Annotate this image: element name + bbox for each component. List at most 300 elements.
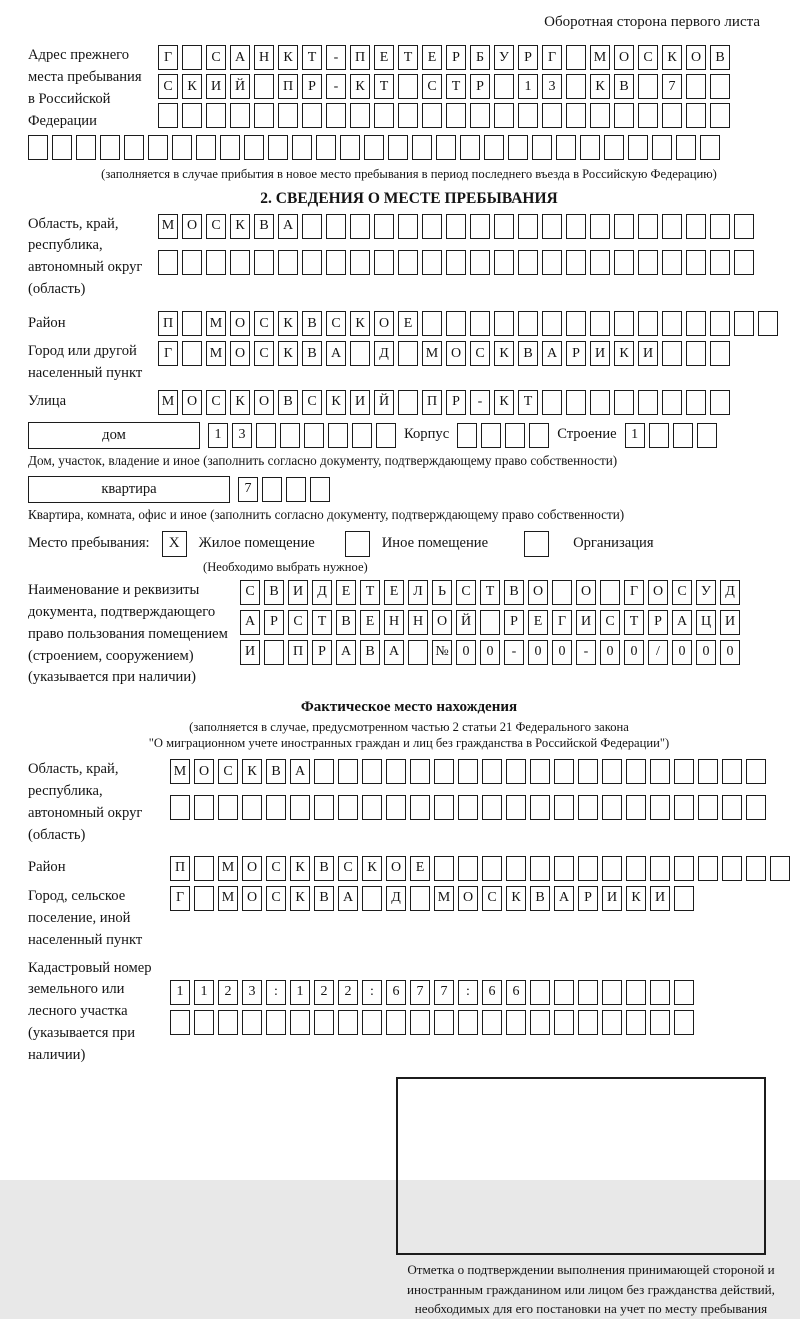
char-cell[interactable] xyxy=(100,135,120,160)
char-cell[interactable]: К xyxy=(350,311,370,336)
char-cell[interactable]: 0 xyxy=(528,640,548,665)
char-cell[interactable]: И xyxy=(602,886,622,911)
char-cell[interactable]: 1 xyxy=(170,980,190,1005)
char-cell[interactable] xyxy=(710,311,730,336)
char-cell[interactable] xyxy=(434,1010,454,1035)
char-cell[interactable]: № xyxy=(432,640,452,665)
char-cell[interactable] xyxy=(542,214,562,239)
char-cell[interactable] xyxy=(350,103,370,128)
char-cell[interactable] xyxy=(649,423,669,448)
char-cell[interactable]: А xyxy=(278,214,298,239)
char-cell[interactable] xyxy=(566,103,586,128)
char-cell[interactable] xyxy=(650,759,670,784)
char-cell[interactable]: М xyxy=(206,341,226,366)
char-cell[interactable] xyxy=(316,135,336,160)
char-cell[interactable]: 7 xyxy=(410,980,430,1005)
char-cell[interactable] xyxy=(470,214,490,239)
char-cell[interactable] xyxy=(170,1010,190,1035)
char-cell[interactable]: О xyxy=(458,886,478,911)
char-cell[interactable] xyxy=(686,214,706,239)
char-cell[interactable] xyxy=(674,856,694,881)
char-cell[interactable] xyxy=(230,103,250,128)
char-cell[interactable] xyxy=(532,135,552,160)
char-cell[interactable] xyxy=(686,390,706,415)
char-cell[interactable]: 6 xyxy=(482,980,502,1005)
char-cell[interactable]: Е xyxy=(422,45,442,70)
char-cell[interactable]: 0 xyxy=(696,640,716,665)
char-cell[interactable] xyxy=(578,1010,598,1035)
char-cell[interactable]: С xyxy=(254,341,274,366)
char-cell[interactable] xyxy=(278,250,298,275)
char-cell[interactable] xyxy=(518,250,538,275)
char-cell[interactable] xyxy=(554,759,574,784)
char-cell[interactable] xyxy=(578,980,598,1005)
char-cell[interactable]: Б xyxy=(470,45,490,70)
char-cell[interactable] xyxy=(374,250,394,275)
char-cell[interactable]: 2 xyxy=(314,980,334,1005)
char-cell[interactable] xyxy=(386,1010,406,1035)
char-cell[interactable]: К xyxy=(614,341,634,366)
char-cell[interactable] xyxy=(374,103,394,128)
char-cell[interactable]: М xyxy=(158,390,178,415)
char-cell[interactable]: О xyxy=(576,580,596,605)
char-cell[interactable] xyxy=(494,250,514,275)
char-cell[interactable] xyxy=(710,250,730,275)
char-cell[interactable]: 7 xyxy=(434,980,454,1005)
char-cell[interactable] xyxy=(505,423,525,448)
char-cell[interactable] xyxy=(340,135,360,160)
char-cell[interactable] xyxy=(662,311,682,336)
char-cell[interactable]: О xyxy=(432,610,452,635)
char-cell[interactable] xyxy=(398,103,418,128)
char-cell[interactable]: Н xyxy=(254,45,274,70)
char-cell[interactable] xyxy=(722,795,742,820)
char-cell[interactable]: Р xyxy=(446,390,466,415)
char-cell[interactable] xyxy=(194,886,214,911)
char-cell[interactable] xyxy=(398,214,418,239)
char-cell[interactable] xyxy=(518,311,538,336)
char-cell[interactable] xyxy=(254,74,274,99)
char-cell[interactable] xyxy=(254,103,274,128)
char-cell[interactable]: М xyxy=(590,45,610,70)
char-cell[interactable]: А xyxy=(326,341,346,366)
char-cell[interactable]: В xyxy=(254,214,274,239)
char-cell[interactable]: И xyxy=(650,886,670,911)
char-cell[interactable]: О xyxy=(182,214,202,239)
char-cell[interactable] xyxy=(362,759,382,784)
char-cell[interactable] xyxy=(590,214,610,239)
char-cell[interactable] xyxy=(280,423,300,448)
char-cell[interactable]: Г xyxy=(158,341,178,366)
char-cell[interactable] xyxy=(422,214,442,239)
char-cell[interactable]: И xyxy=(720,610,740,635)
char-cell[interactable] xyxy=(194,795,214,820)
char-cell[interactable] xyxy=(734,311,754,336)
char-cell[interactable]: П xyxy=(288,640,308,665)
char-cell[interactable] xyxy=(480,610,500,635)
char-cell[interactable]: А xyxy=(384,640,404,665)
char-cell[interactable]: Г xyxy=(170,886,190,911)
char-cell[interactable] xyxy=(686,103,706,128)
char-cell[interactable]: Р xyxy=(470,74,490,99)
char-cell[interactable]: С xyxy=(240,580,260,605)
char-cell[interactable] xyxy=(542,311,562,336)
char-cell[interactable] xyxy=(196,135,216,160)
char-cell[interactable]: Р xyxy=(518,45,538,70)
char-cell[interactable] xyxy=(566,390,586,415)
char-cell[interactable]: У xyxy=(494,45,514,70)
char-cell[interactable]: Д xyxy=(386,886,406,911)
char-cell[interactable] xyxy=(230,250,250,275)
char-cell[interactable]: Д xyxy=(374,341,394,366)
char-cell[interactable]: К xyxy=(506,886,526,911)
char-cell[interactable]: С xyxy=(600,610,620,635)
char-cell[interactable] xyxy=(158,250,178,275)
char-cell[interactable]: 3 xyxy=(542,74,562,99)
char-cell[interactable] xyxy=(172,135,192,160)
char-cell[interactable]: - xyxy=(576,640,596,665)
char-cell[interactable]: В xyxy=(710,45,730,70)
char-cell[interactable] xyxy=(434,795,454,820)
char-cell[interactable]: К xyxy=(494,390,514,415)
char-cell[interactable]: Е xyxy=(398,311,418,336)
char-cell[interactable] xyxy=(652,135,672,160)
char-cell[interactable] xyxy=(362,1010,382,1035)
char-cell[interactable] xyxy=(770,856,790,881)
char-cell[interactable]: Д xyxy=(720,580,740,605)
char-cell[interactable] xyxy=(602,856,622,881)
char-cell[interactable]: К xyxy=(230,214,250,239)
char-cell[interactable] xyxy=(242,795,262,820)
char-cell[interactable]: К xyxy=(182,74,202,99)
char-cell[interactable]: С xyxy=(672,580,692,605)
char-cell[interactable] xyxy=(529,423,549,448)
char-cell[interactable] xyxy=(206,250,226,275)
char-cell[interactable]: Й xyxy=(230,74,250,99)
char-cell[interactable]: А xyxy=(338,886,358,911)
char-cell[interactable]: М xyxy=(218,856,238,881)
char-cell[interactable] xyxy=(674,980,694,1005)
char-cell[interactable]: 1 xyxy=(194,980,214,1005)
char-cell[interactable] xyxy=(422,250,442,275)
char-cell[interactable] xyxy=(566,250,586,275)
char-cell[interactable]: С xyxy=(482,886,502,911)
char-cell[interactable] xyxy=(674,1010,694,1035)
char-cell[interactable] xyxy=(628,135,648,160)
char-cell[interactable] xyxy=(662,250,682,275)
char-cell[interactable] xyxy=(410,759,430,784)
char-cell[interactable] xyxy=(626,980,646,1005)
char-cell[interactable]: Т xyxy=(624,610,644,635)
char-cell[interactable]: С xyxy=(326,311,346,336)
char-cell[interactable]: 1 xyxy=(290,980,310,1005)
char-cell[interactable] xyxy=(398,250,418,275)
char-cell[interactable]: О xyxy=(614,45,634,70)
char-cell[interactable]: А xyxy=(554,886,574,911)
char-cell[interactable]: П xyxy=(158,311,178,336)
char-cell[interactable]: И xyxy=(240,640,260,665)
char-cell[interactable] xyxy=(244,135,264,160)
char-cell[interactable] xyxy=(614,390,634,415)
char-cell[interactable] xyxy=(434,856,454,881)
char-cell[interactable]: Т xyxy=(446,74,466,99)
char-cell[interactable] xyxy=(266,795,286,820)
char-cell[interactable] xyxy=(734,250,754,275)
char-cell[interactable]: 2 xyxy=(338,980,358,1005)
char-cell[interactable]: Т xyxy=(312,610,332,635)
char-cell[interactable] xyxy=(314,795,334,820)
char-cell[interactable]: : xyxy=(266,980,286,1005)
char-cell[interactable] xyxy=(638,390,658,415)
char-cell[interactable]: 1 xyxy=(208,423,228,448)
char-cell[interactable] xyxy=(580,135,600,160)
char-cell[interactable] xyxy=(600,580,620,605)
char-cell[interactable]: С xyxy=(338,856,358,881)
char-cell[interactable] xyxy=(566,214,586,239)
char-cell[interactable]: Т xyxy=(360,580,380,605)
char-cell[interactable]: С xyxy=(470,341,490,366)
char-cell[interactable]: В xyxy=(302,341,322,366)
char-cell[interactable] xyxy=(506,759,526,784)
char-cell[interactable]: К xyxy=(290,886,310,911)
char-cell[interactable] xyxy=(590,390,610,415)
char-cell[interactable]: С xyxy=(266,856,286,881)
char-cell[interactable]: Ь xyxy=(432,580,452,605)
char-cell[interactable] xyxy=(578,795,598,820)
char-cell[interactable]: А xyxy=(672,610,692,635)
char-cell[interactable] xyxy=(662,214,682,239)
char-cell[interactable]: В xyxy=(360,640,380,665)
char-cell[interactable] xyxy=(542,390,562,415)
char-cell[interactable] xyxy=(446,250,466,275)
char-cell[interactable] xyxy=(338,795,358,820)
char-cell[interactable]: К xyxy=(362,856,382,881)
char-cell[interactable]: Р xyxy=(648,610,668,635)
char-cell[interactable]: П xyxy=(170,856,190,881)
char-cell[interactable] xyxy=(556,135,576,160)
char-cell[interactable]: Е xyxy=(374,45,394,70)
char-cell[interactable] xyxy=(326,214,346,239)
char-cell[interactable]: М xyxy=(170,759,190,784)
char-cell[interactable] xyxy=(614,311,634,336)
char-cell[interactable] xyxy=(460,135,480,160)
char-cell[interactable] xyxy=(182,45,202,70)
char-cell[interactable] xyxy=(530,980,550,1005)
char-cell[interactable] xyxy=(182,103,202,128)
char-cell[interactable] xyxy=(458,759,478,784)
char-cell[interactable] xyxy=(376,423,396,448)
char-cell[interactable] xyxy=(194,856,214,881)
char-cell[interactable] xyxy=(446,103,466,128)
char-cell[interactable] xyxy=(602,795,622,820)
char-cell[interactable] xyxy=(422,311,442,336)
char-cell[interactable] xyxy=(218,1010,238,1035)
char-cell[interactable] xyxy=(674,795,694,820)
char-cell[interactable] xyxy=(362,886,382,911)
char-cell[interactable] xyxy=(494,311,514,336)
char-cell[interactable] xyxy=(364,135,384,160)
char-cell[interactable] xyxy=(182,311,202,336)
char-cell[interactable] xyxy=(710,103,730,128)
char-cell[interactable] xyxy=(662,103,682,128)
char-cell[interactable] xyxy=(602,1010,622,1035)
char-cell[interactable]: Й xyxy=(456,610,476,635)
char-cell[interactable] xyxy=(542,250,562,275)
char-cell[interactable]: О xyxy=(386,856,406,881)
char-cell[interactable] xyxy=(470,311,490,336)
char-cell[interactable]: О xyxy=(242,886,262,911)
char-cell[interactable]: - xyxy=(470,390,490,415)
char-cell[interactable] xyxy=(698,795,718,820)
char-cell[interactable]: Т xyxy=(374,74,394,99)
char-cell[interactable] xyxy=(338,759,358,784)
char-cell[interactable] xyxy=(302,214,322,239)
char-cell[interactable] xyxy=(650,795,670,820)
char-cell[interactable] xyxy=(662,341,682,366)
char-cell[interactable]: Р xyxy=(566,341,586,366)
char-cell[interactable] xyxy=(494,214,514,239)
char-cell[interactable] xyxy=(722,759,742,784)
char-cell[interactable] xyxy=(697,423,717,448)
char-cell[interactable] xyxy=(554,856,574,881)
char-cell[interactable] xyxy=(602,980,622,1005)
char-cell[interactable] xyxy=(542,103,562,128)
char-cell[interactable] xyxy=(422,103,442,128)
checkbox-other-premises[interactable] xyxy=(345,531,370,557)
char-cell[interactable] xyxy=(436,135,456,160)
char-cell[interactable]: Е xyxy=(410,856,430,881)
char-cell[interactable] xyxy=(408,640,428,665)
char-cell[interactable] xyxy=(710,390,730,415)
char-cell[interactable]: К xyxy=(242,759,262,784)
char-cell[interactable]: К xyxy=(626,886,646,911)
char-cell[interactable]: С xyxy=(266,886,286,911)
char-cell[interactable]: О xyxy=(446,341,466,366)
char-cell[interactable]: Е xyxy=(360,610,380,635)
char-cell[interactable] xyxy=(314,759,334,784)
char-cell[interactable]: Г xyxy=(158,45,178,70)
char-cell[interactable] xyxy=(328,423,348,448)
char-cell[interactable] xyxy=(614,214,634,239)
char-cell[interactable] xyxy=(326,250,346,275)
char-cell[interactable]: С xyxy=(302,390,322,415)
char-cell[interactable] xyxy=(398,390,418,415)
char-cell[interactable]: В xyxy=(614,74,634,99)
char-cell[interactable]: В xyxy=(518,341,538,366)
char-cell[interactable] xyxy=(482,759,502,784)
char-cell[interactable]: О xyxy=(528,580,548,605)
char-cell[interactable]: Н xyxy=(408,610,428,635)
char-cell[interactable]: 0 xyxy=(456,640,476,665)
char-cell[interactable] xyxy=(458,795,478,820)
char-cell[interactable]: - xyxy=(504,640,524,665)
char-cell[interactable]: Т xyxy=(480,580,500,605)
char-cell[interactable]: 6 xyxy=(386,980,406,1005)
char-cell[interactable]: Р xyxy=(264,610,284,635)
char-cell[interactable]: 1 xyxy=(625,423,645,448)
char-cell[interactable]: А xyxy=(240,610,260,635)
char-cell[interactable] xyxy=(457,423,477,448)
char-cell[interactable] xyxy=(446,214,466,239)
char-cell[interactable]: Й xyxy=(374,390,394,415)
char-cell[interactable]: В xyxy=(266,759,286,784)
char-cell[interactable] xyxy=(470,103,490,128)
char-cell[interactable] xyxy=(734,214,754,239)
char-cell[interactable]: С xyxy=(254,311,274,336)
char-cell[interactable] xyxy=(506,795,526,820)
char-cell[interactable] xyxy=(552,580,572,605)
char-cell[interactable]: М xyxy=(206,311,226,336)
apartment-type-box[interactable]: квартира xyxy=(28,476,230,503)
char-cell[interactable]: 3 xyxy=(242,980,262,1005)
char-cell[interactable] xyxy=(530,1010,550,1035)
char-cell[interactable]: Р xyxy=(312,640,332,665)
char-cell[interactable] xyxy=(290,1010,310,1035)
char-cell[interactable] xyxy=(674,886,694,911)
char-cell[interactable]: К xyxy=(278,45,298,70)
char-cell[interactable] xyxy=(746,795,766,820)
char-cell[interactable] xyxy=(218,795,238,820)
char-cell[interactable]: А xyxy=(336,640,356,665)
char-cell[interactable] xyxy=(566,45,586,70)
char-cell[interactable]: П xyxy=(350,45,370,70)
char-cell[interactable]: 0 xyxy=(672,640,692,665)
char-cell[interactable] xyxy=(508,135,528,160)
char-cell[interactable] xyxy=(386,759,406,784)
char-cell[interactable] xyxy=(626,795,646,820)
char-cell[interactable]: - xyxy=(326,74,346,99)
char-cell[interactable]: Ц xyxy=(696,610,716,635)
char-cell[interactable]: 0 xyxy=(624,640,644,665)
char-cell[interactable]: О xyxy=(374,311,394,336)
char-cell[interactable] xyxy=(350,214,370,239)
char-cell[interactable] xyxy=(578,856,598,881)
char-cell[interactable] xyxy=(446,311,466,336)
char-cell[interactable] xyxy=(746,856,766,881)
char-cell[interactable] xyxy=(566,74,586,99)
char-cell[interactable] xyxy=(650,1010,670,1035)
char-cell[interactable] xyxy=(310,477,330,502)
char-cell[interactable] xyxy=(530,795,550,820)
char-cell[interactable] xyxy=(758,311,778,336)
char-cell[interactable] xyxy=(638,311,658,336)
char-cell[interactable] xyxy=(614,250,634,275)
char-cell[interactable] xyxy=(386,795,406,820)
char-cell[interactable]: 2 xyxy=(218,980,238,1005)
char-cell[interactable]: О xyxy=(254,390,274,415)
char-cell[interactable]: С xyxy=(456,580,476,605)
char-cell[interactable]: И xyxy=(638,341,658,366)
char-cell[interactable]: С xyxy=(288,610,308,635)
char-cell[interactable] xyxy=(686,74,706,99)
char-cell[interactable] xyxy=(554,980,574,1005)
char-cell[interactable] xyxy=(302,103,322,128)
char-cell[interactable]: А xyxy=(230,45,250,70)
char-cell[interactable] xyxy=(710,214,730,239)
char-cell[interactable] xyxy=(398,74,418,99)
char-cell[interactable] xyxy=(182,250,202,275)
char-cell[interactable] xyxy=(722,856,742,881)
char-cell[interactable] xyxy=(698,856,718,881)
char-cell[interactable] xyxy=(674,759,694,784)
char-cell[interactable]: В xyxy=(314,856,334,881)
char-cell[interactable] xyxy=(626,759,646,784)
char-cell[interactable] xyxy=(148,135,168,160)
char-cell[interactable]: В xyxy=(336,610,356,635)
char-cell[interactable] xyxy=(650,856,670,881)
char-cell[interactable]: А xyxy=(290,759,310,784)
char-cell[interactable] xyxy=(686,250,706,275)
